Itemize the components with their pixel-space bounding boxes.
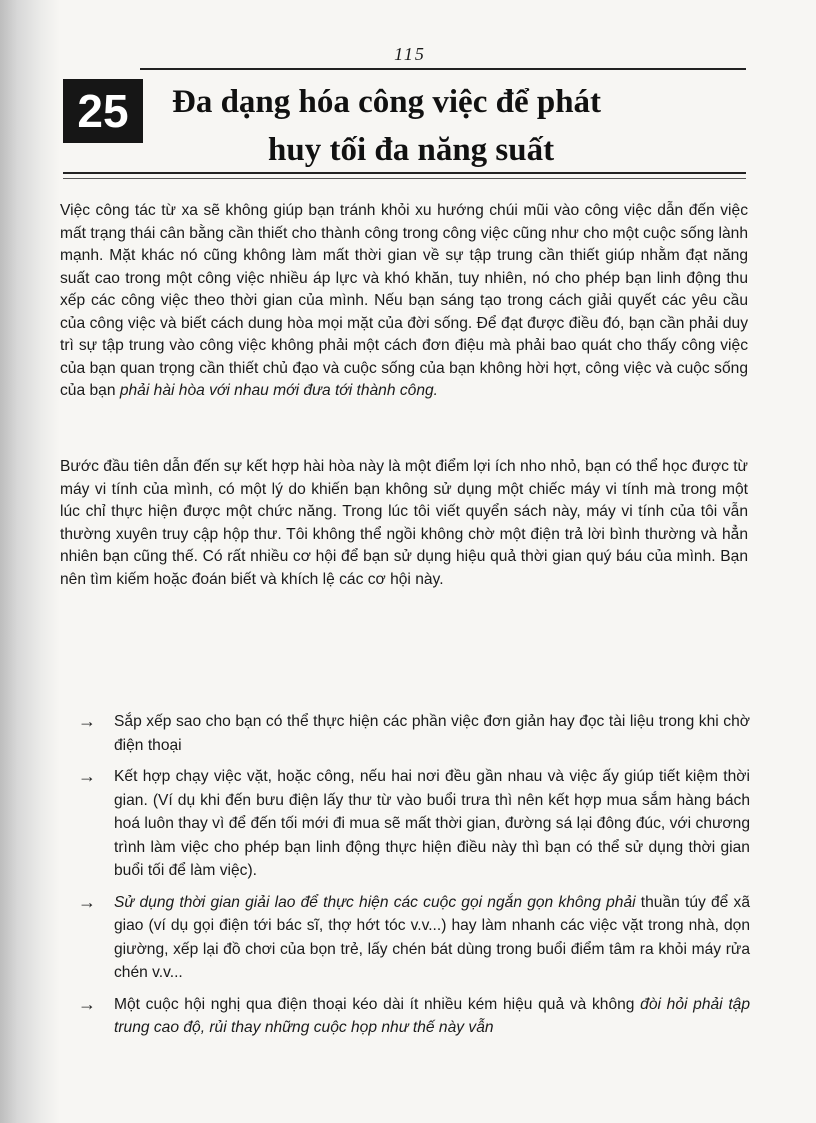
paragraph-1: [60, 200, 748, 403]
bullet-text: Sắp xếp sao cho bạn có thể thực hiện các phần việc đơn giản hay đọc tài liệu trong khi chờ điện thoại: [114, 713, 750, 754]
paragraph-1-italic: phải hài hòa với nhau mới đưa tới thành công.: [119, 382, 439, 399]
bullet-item: [78, 765, 750, 883]
title-rule-thin: [63, 178, 746, 179]
bullet-text: thuần túy để xã giao (ví dụ gọi điện tới bác sĩ, thợ hớt tóc v.v...) hay làm nhanh các việc vặt trong nhà, dọn giường, xếp lại đồ chơi của bọn trẻ, lấy chén bát dùng trong buổi điểm tâm ra khỏi máy rửa chén v.v...: [114, 893, 751, 981]
bullet-list: [78, 710, 750, 1048]
arrow-right-icon: →: [78, 993, 96, 1014]
arrow-right-icon: →: [78, 891, 96, 912]
bullet-text: Một cuộc hội nghị qua điện thoại kéo dài ít nhiều kém hiệu quả và không: [114, 995, 641, 1013]
bullet-item: [78, 891, 750, 985]
page-number: 115: [394, 44, 426, 64]
chapter-number-badge: 25: [63, 79, 143, 143]
chapter-title-line-1: Đa dạng hóa công việc để phát: [172, 84, 602, 120]
bullet-text: Kết hợp chạy việc vặt, hoặc công, nếu hai nơi đều gần nhau và việc ấy giúp tiết kiệm thời gian. (Ví dụ khi đến bưu điện lấy thư từ vào buổi trưa thì nên kết hợp mua sắm hàng bách hoá luôn thay vì để đến tối mới đi mua sẽ mất thời gian, đường sá lại đông đúc, với chương trình làm việc cho phép bạn linh động thực hiện điều này thì bạn có thể sử dụng thời gian buổi tối để làm việc).: [114, 768, 750, 879]
chapter-title-line-2: huy tối đa năng suất: [268, 132, 555, 168]
bullet-item: [78, 710, 750, 757]
bullet-text-italic: Sử dụng thời gian giải lao để thực hiện các cuộc gọi ngắn gọn không phải: [114, 893, 636, 911]
paragraph-2: Bước đầu tiên dẫn đến sự kết hợp hài hòa này là một điểm lợi ích nho nhỏ, bạn có thể học được từ máy vi tính của mình, có một lý do khiến bạn không sử dụng một chiếc máy vi tính mà trong một lúc chỉ thực hiện được một chức năng. Trong lúc tôi viết quyển sách này, máy vi tính của tôi vẫn thường xuyên truy cập hộp thư. Tôi không thể ngồi không chờ một điện trả lời bình thường và hẳn nhiên bạn cũng thế. Có rất nhiều cơ hội để bạn sử dụng hiệu quả thời gian quý báu của mình. Bạn nên tìm kiếm hoặc đoán biết và khích lệ các cơ hội này.: [60, 458, 748, 588]
book-spine-shadow: [0, 0, 60, 1123]
bullet-text-italic: đòi hỏi phải tập trung cao độ, rủi thay những cuộc họp như thế này vẫn: [114, 995, 751, 1036]
bullet-item: [78, 993, 750, 1040]
title-rule: [63, 172, 746, 174]
arrow-right-icon: →: [78, 711, 96, 731]
arrow-right-icon: →: [78, 766, 96, 786]
paragraph-1-text: Việc công tác từ xa sẽ không giúp bạn tránh khỏi xu hướng chúi mũi vào công việc dẫn đến việc mất trạng thái cân bằng cần thiết cho thành công trong công việc cũng như cho một cuộc sống lành mạnh. Mặt khác nó cũng không làm mất thời gian về sự tập trung cần thiết giúp nhằm đạt năng suất cao trong một công việc nhiều áp lực và khó khăn, tuy nhiên, nó cho phép bạn linh động thu xếp các công việc theo thời gian của mình. Nếu bạn sáng tạo trong cách giải quyết các yêu cầu của công việc và biết cách dung hòa mọi mặt của đời sống. Để đạt được điều đó, bạn cần phải duy trì sự tập trung vào công việc không phải một cách đơn điệu mà phải bao quát cho thấy công việc của bạn quan trọng cần thiết chủ đạo và cuộc sống của bạn không hời hợt, công việc và cuộc sống của bạn: [60, 202, 748, 399]
header-rule: [140, 68, 746, 70]
